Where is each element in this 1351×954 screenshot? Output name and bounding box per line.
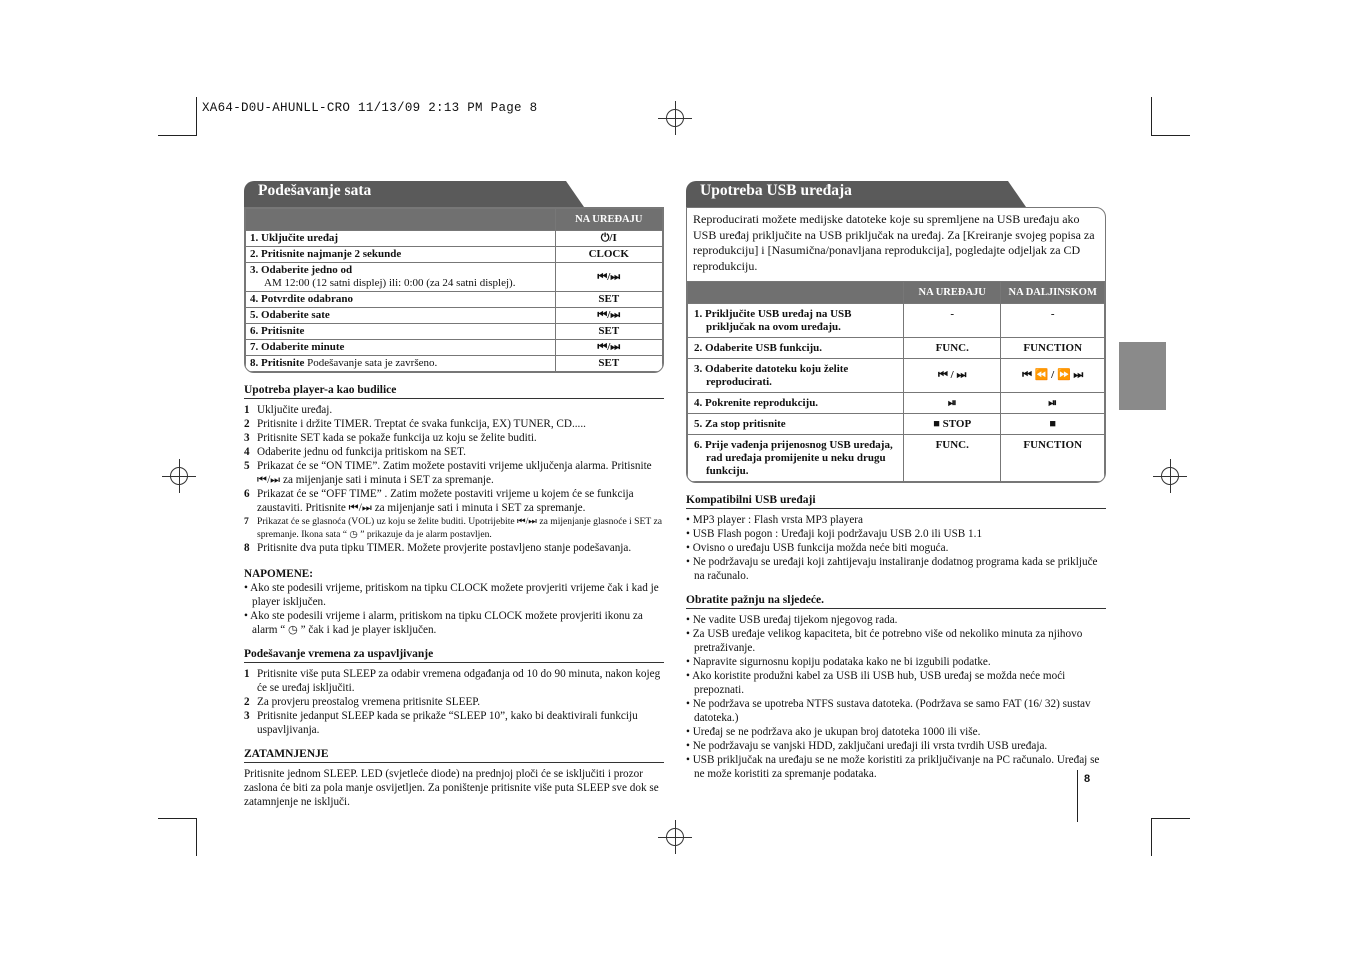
bullet-text: Ne podržava se upotreba NTFS sustava datoteka. (Podržava se samo FAT (16/ 32) sustav datoteka.) bbox=[692, 698, 1091, 724]
bullet-text: Napravite sigurnosnu kopiju podataka kako ne bi izgubili podatke. bbox=[692, 656, 991, 668]
bullet-text: Za USB uređaje velikog kapaciteta, bit će potrebno više od nekoliko minuta za njihovo pretraživanje. bbox=[692, 628, 1083, 654]
list-item bbox=[244, 431, 664, 445]
step-number: 8 bbox=[244, 542, 250, 554]
row-remote-key: - bbox=[1001, 304, 1105, 338]
list-item: • Ne podržavaju se uređaji koji zahtijevaju instaliranje dodatnog programa kada se priključe na računalo. bbox=[686, 556, 1098, 582]
table-row bbox=[688, 414, 1105, 435]
bullet-text: Ako ste podesili vrijeme, pritiskom na tipku CLOCK možete provjeriti vrijeme čak i kad je player isključen. bbox=[250, 582, 659, 608]
list-item: • Uređaj se ne podržava ako je ukupan broj datoteka 1000 ili više. bbox=[686, 726, 981, 738]
row-label-cell bbox=[246, 340, 556, 356]
registration-mark bbox=[658, 820, 692, 854]
list-item: • Ne podržava se upotreba NTFS sustava datoteka. (Podržava se samo FAT (16/ 32) sustav datoteka.) bbox=[686, 698, 1091, 724]
list-item: • Napravite sigurnosnu kopiju podataka kako ne bi izgubili podatke. bbox=[686, 656, 991, 668]
sleep-steps bbox=[244, 667, 664, 737]
section-heading: ZATAMNJENJE bbox=[244, 747, 664, 763]
row-device-key: - bbox=[904, 304, 1001, 338]
step-number: 6 bbox=[244, 488, 250, 500]
row-key: ⏮/⏭ bbox=[555, 340, 662, 356]
row-key: SET bbox=[555, 324, 662, 340]
row-label: 5. Za stop pritisnite bbox=[694, 418, 786, 430]
list-item: • Ako koristite produžni kabel za USB ili USB hub, USB uređaj se možda neće moći prepoznati. bbox=[686, 670, 1066, 696]
bullet-text: Ne vadite USB uređaj tijekom njegovog rada. bbox=[692, 614, 898, 626]
step-number: 3 bbox=[244, 432, 250, 444]
row-label-cell bbox=[688, 435, 904, 482]
row-remote-key: FUNCTION bbox=[1001, 435, 1105, 482]
step-number: 4 bbox=[244, 446, 250, 458]
row-label: 4. Potvrdite odabrano bbox=[250, 293, 353, 305]
registration-mark bbox=[162, 459, 196, 493]
list-item bbox=[244, 515, 664, 541]
dim-text: Pritisnite jednom SLEEP. LED (svjetleće diode) na prednjoj ploči će se isključiti i prozor zaslona će biti za pola manje osvijetljen. Za poništenje pritisnite više puta SLEEP sve dok se zatamnjenje ne isključi. bbox=[244, 768, 659, 808]
list-item: • MP3 player : Flash vrsta MP3 playera bbox=[686, 514, 863, 526]
row-device-key: ⏮ / ⏭ bbox=[904, 359, 1001, 393]
row-device-key: ■ STOP bbox=[904, 414, 1001, 435]
row-remote-key: FUNCTION bbox=[1001, 338, 1105, 359]
usb-table bbox=[687, 281, 1105, 482]
row-label: 8. Pritisnite bbox=[250, 357, 305, 369]
list-item bbox=[244, 709, 664, 737]
bullet-text: USB priključak na uređaju se ne može koristiti za priključivanje na PC računalo. Uređaj se ne može koristiti za spremanje podataka. bbox=[692, 754, 1100, 780]
list-item: • USB Flash pogon : Uređaji koji podržavaju USB 2.0 ili USB 1.1 bbox=[686, 528, 983, 540]
table-row bbox=[246, 340, 663, 356]
section-title-tab bbox=[686, 181, 1026, 207]
list-item bbox=[244, 403, 664, 417]
crop-mark bbox=[196, 97, 197, 135]
row-key: CLOCK bbox=[555, 247, 662, 263]
row-key: ⏮/⏭ bbox=[555, 308, 662, 324]
table-row bbox=[246, 308, 663, 324]
step-text: Pritisnite jedanput SLEEP kada se prikaže “SLEEP 10”, kako bi deaktivirali funkciju uspavljivanja. bbox=[257, 710, 638, 736]
bullet-text: Ovisno o uređaju USB funkcija možda neće biti moguća. bbox=[692, 542, 949, 554]
bullet-text: MP3 player : Flash vrsta MP3 playera bbox=[692, 514, 863, 526]
bullet-text: Ne podržavaju se vanjski HDD, zaključani uređaji ili vrsta tvrdih USB uređaja. bbox=[692, 740, 1048, 752]
step-number: 5 bbox=[244, 460, 250, 472]
table-row bbox=[246, 231, 663, 247]
row-label-cell bbox=[246, 292, 556, 308]
table-row bbox=[246, 247, 663, 263]
row-sub: Podešavanje sata je završeno. bbox=[307, 357, 438, 369]
step-text: Pritisnite i držite TIMER. Treptat će svaka funkcija, EX) TUNER, CD..... bbox=[257, 418, 586, 430]
list-item bbox=[244, 695, 664, 709]
bullet-text: Ako ste podesili vrijeme i alarm, pritiskom na tipku CLOCK možete provjeriti ikonu za alarm “ ◷ ” čak i kad je player isključen. bbox=[250, 610, 643, 636]
page-number: 8 bbox=[1084, 773, 1091, 785]
crop-mark bbox=[158, 135, 197, 136]
row-label-cell bbox=[246, 263, 556, 292]
section-heading: Kompatibilni USB uređaji bbox=[686, 493, 1106, 509]
row-label-cell bbox=[246, 324, 556, 340]
clock-table bbox=[245, 208, 663, 372]
step-number: 2 bbox=[244, 418, 250, 430]
page-bar bbox=[1077, 770, 1078, 822]
right-column bbox=[686, 181, 1106, 781]
row-label: 4. Pokrenite reprodukciju. bbox=[694, 397, 819, 409]
row-key: ⏻/I bbox=[555, 231, 662, 247]
row-label: 5. Odaberite sate bbox=[250, 309, 330, 321]
usb-box bbox=[686, 207, 1106, 483]
table-row bbox=[688, 435, 1105, 482]
step-text: Prikazat će se “ON TIME”. Zatim možete postaviti vrijeme uključenja alarma. Pritisnite ⏮/⏭ za mijenjanje sati i minuta i SET za spremanje. bbox=[257, 460, 652, 486]
list-item bbox=[244, 541, 664, 555]
list-item bbox=[244, 487, 664, 515]
step-text: Za provjeru preostalog vremena pritisnite SLEEP. bbox=[257, 696, 481, 708]
step-text: Pritisnite SET kada se pokaže funkcija uz koju se želite buditi. bbox=[257, 432, 537, 444]
step-number: 1 bbox=[244, 404, 250, 416]
list-item: • USB priključak na uređaju se ne može koristiti za priključivanje na PC računalo. Uređaj se ne može koristiti za spremanje podataka. bbox=[686, 754, 1100, 780]
step-text: Pritisnite više puta SLEEP za odabir vremena odgađanja od 10 do 90 minuta, nakon kojeg će se uređaj isključiti. bbox=[257, 668, 661, 694]
crop-mark bbox=[1151, 818, 1152, 856]
list-item: • Ako ste podesili vrijeme i alarm, pritiskom na tipku CLOCK možete provjeriti ikonu za alarm “ ◷ ” čak i kad je player isključen. bbox=[244, 610, 643, 636]
row-remote-key: ⏯ bbox=[1001, 393, 1105, 414]
table-row bbox=[246, 263, 663, 292]
left-column bbox=[244, 181, 664, 809]
list-item: • Ovisno o uređaju USB funkcija možda neće biti moguća. bbox=[686, 542, 949, 554]
row-remote-key: ■ bbox=[1001, 414, 1105, 435]
row-label: 1. Priključite USB uređaj na USB priključak na ovom uređaju. bbox=[694, 308, 852, 333]
step-text: Prikazat će se glasnoća (VOL) uz koju se želite buditi. Upotrijebite ⏮/⏭ za mijenjanje glasnoće i SET za spremanje. Ikona sata “ ◷ ” prikazuje da je alarm postavljen. bbox=[257, 516, 662, 540]
section-heading: Upotreba player-a kao budilice bbox=[244, 383, 664, 399]
list-item bbox=[244, 667, 664, 695]
alarm-steps bbox=[244, 403, 664, 555]
attention-list bbox=[686, 613, 1106, 781]
notes-heading: NAPOMENE: bbox=[244, 568, 313, 580]
table-row bbox=[246, 292, 663, 308]
row-label: 2. Odaberite USB funkciju. bbox=[694, 342, 823, 354]
table-row bbox=[246, 356, 663, 372]
list-item bbox=[244, 417, 664, 431]
row-label-cell bbox=[246, 231, 556, 247]
row-key: SET bbox=[555, 356, 662, 372]
list-item: • Ako ste podesili vrijeme, pritiskom na tipku CLOCK možete provjeriti vrijeme čak i kad je player isključen. bbox=[244, 582, 659, 608]
bullet-text: USB Flash pogon : Uređaji koji podržavaju USB 2.0 ili USB 1.1 bbox=[692, 528, 983, 540]
row-label-cell bbox=[246, 356, 556, 372]
row-label: 1. Uključite uređaj bbox=[250, 232, 339, 244]
step-text: Prikazat će se “OFF TIME” . Zatim možete postaviti vrijeme u kojem će se funkcija zaustaviti. Pritisnite ⏮/⏭ za mijenjanje sati i minuta i SET za spremanje. bbox=[257, 488, 634, 514]
list-item: • Ne podržavaju se vanjski HDD, zaključani uređaji ili vrsta tvrdih USB uređaja. bbox=[686, 740, 1048, 752]
crop-mark bbox=[158, 818, 197, 819]
step-number: 7 bbox=[244, 516, 249, 527]
table-row bbox=[688, 338, 1105, 359]
bullet-text: Uređaj se ne podržava ako je ukupan broj datoteka 1000 ili više. bbox=[692, 726, 981, 738]
crop-mark bbox=[1151, 135, 1190, 136]
col-header: NA DALJINSKOM bbox=[1001, 282, 1105, 304]
crop-mark bbox=[1151, 97, 1152, 135]
print-header: XA64-D0U-AHUNLL-CRO 11/13/09 2:13 PM Page 8 bbox=[202, 101, 538, 115]
row-label-cell bbox=[688, 359, 904, 393]
table-row bbox=[688, 359, 1105, 393]
row-label-cell bbox=[688, 304, 904, 338]
compat-list bbox=[686, 513, 1106, 583]
step-number: 2 bbox=[244, 696, 250, 708]
section-title-tab bbox=[244, 181, 584, 207]
step-text: Odaberite jednu od funkcija pritiskom na SET. bbox=[257, 446, 466, 458]
registration-mark bbox=[1153, 459, 1187, 493]
row-key: ⏮/⏭ bbox=[555, 263, 662, 292]
table-row bbox=[688, 393, 1105, 414]
col-header: NA UREĐAJU bbox=[555, 209, 662, 231]
row-label: 2. Pritisnite najmanje 2 sekunde bbox=[250, 248, 402, 260]
crop-mark bbox=[196, 818, 197, 856]
section-title: Podešavanje sata bbox=[258, 182, 372, 199]
row-sub: AM 12:00 (12 satni displej) ili: 0:00 (za 24 satni displej). bbox=[264, 277, 516, 289]
row-label: 6. Prije vađenja prijenosnog USB uređaja, rad uređaja promijenite u neku drugu funkciju. bbox=[694, 439, 893, 477]
row-label: 3. Odaberite jedno od bbox=[250, 264, 353, 276]
row-remote-key: ⏮ ⏪ / ⏩ ⏭ bbox=[1001, 359, 1105, 393]
section-heading: Podešavanje vremena za uspavljivanje bbox=[244, 647, 664, 663]
step-text: Uključite uređaj. bbox=[257, 404, 333, 416]
row-label: 3. Odaberite datoteku koju želite reproducirati. bbox=[694, 363, 849, 388]
step-text: Pritisnite dva puta tipku TIMER. Možete provjerite postavljeno stanje podešavanja. bbox=[257, 542, 632, 554]
col-header: NA UREĐAJU bbox=[904, 282, 1001, 304]
row-label-cell bbox=[246, 247, 556, 263]
row-label-cell bbox=[688, 338, 904, 359]
notes-list bbox=[244, 581, 664, 637]
crop-mark bbox=[1151, 818, 1190, 819]
table-row bbox=[246, 324, 663, 340]
list-item: • Ne vadite USB uređaj tijekom njegovog rada. bbox=[686, 614, 898, 626]
row-label-cell bbox=[688, 414, 904, 435]
list-item: • Za USB uređaje velikog kapaciteta, bit će potrebno više od nekoliko minuta za njihovo pretraživanje. bbox=[686, 628, 1083, 654]
section-heading: Obratite pažnju na sljedeće. bbox=[686, 593, 1106, 609]
row-label: 7. Odaberite minute bbox=[250, 341, 345, 353]
row-label-cell bbox=[246, 308, 556, 324]
usb-intro: Reproducirati možete medijske datoteke koje su spremljene na USB uređaju ako USB uređaj priključite na USB priključak na uređaj. Za [Kreiranje svojeg popisa za reprodukciju] i [Nasumična/ponavljana reprodukcija], pogledajte odjeljak za CD reprodukciju. bbox=[693, 212, 1095, 273]
row-label: 6. Pritisnite bbox=[250, 325, 305, 337]
row-label-cell bbox=[688, 393, 904, 414]
table-row bbox=[688, 304, 1105, 338]
bullet-text: Ne podržavaju se uređaji koji zahtijevaju instaliranje dodatnog programa kada se priključe na računalo. bbox=[692, 556, 1098, 582]
chapter-tab bbox=[1119, 342, 1166, 410]
section-title: Upotreba USB uređaja bbox=[700, 182, 852, 199]
step-number: 1 bbox=[244, 668, 250, 680]
row-key: SET bbox=[555, 292, 662, 308]
registration-mark bbox=[658, 101, 692, 135]
row-device-key: FUNC. bbox=[904, 435, 1001, 482]
bullet-text: Ako koristite produžni kabel za USB ili USB hub, USB uređaj se možda neće moći prepoznati. bbox=[692, 670, 1066, 696]
clock-table-box bbox=[244, 207, 664, 373]
list-item bbox=[244, 459, 664, 487]
step-number: 3 bbox=[244, 710, 250, 722]
row-device-key: ⏯ bbox=[904, 393, 1001, 414]
list-item bbox=[244, 445, 664, 459]
row-device-key: FUNC. bbox=[904, 338, 1001, 359]
